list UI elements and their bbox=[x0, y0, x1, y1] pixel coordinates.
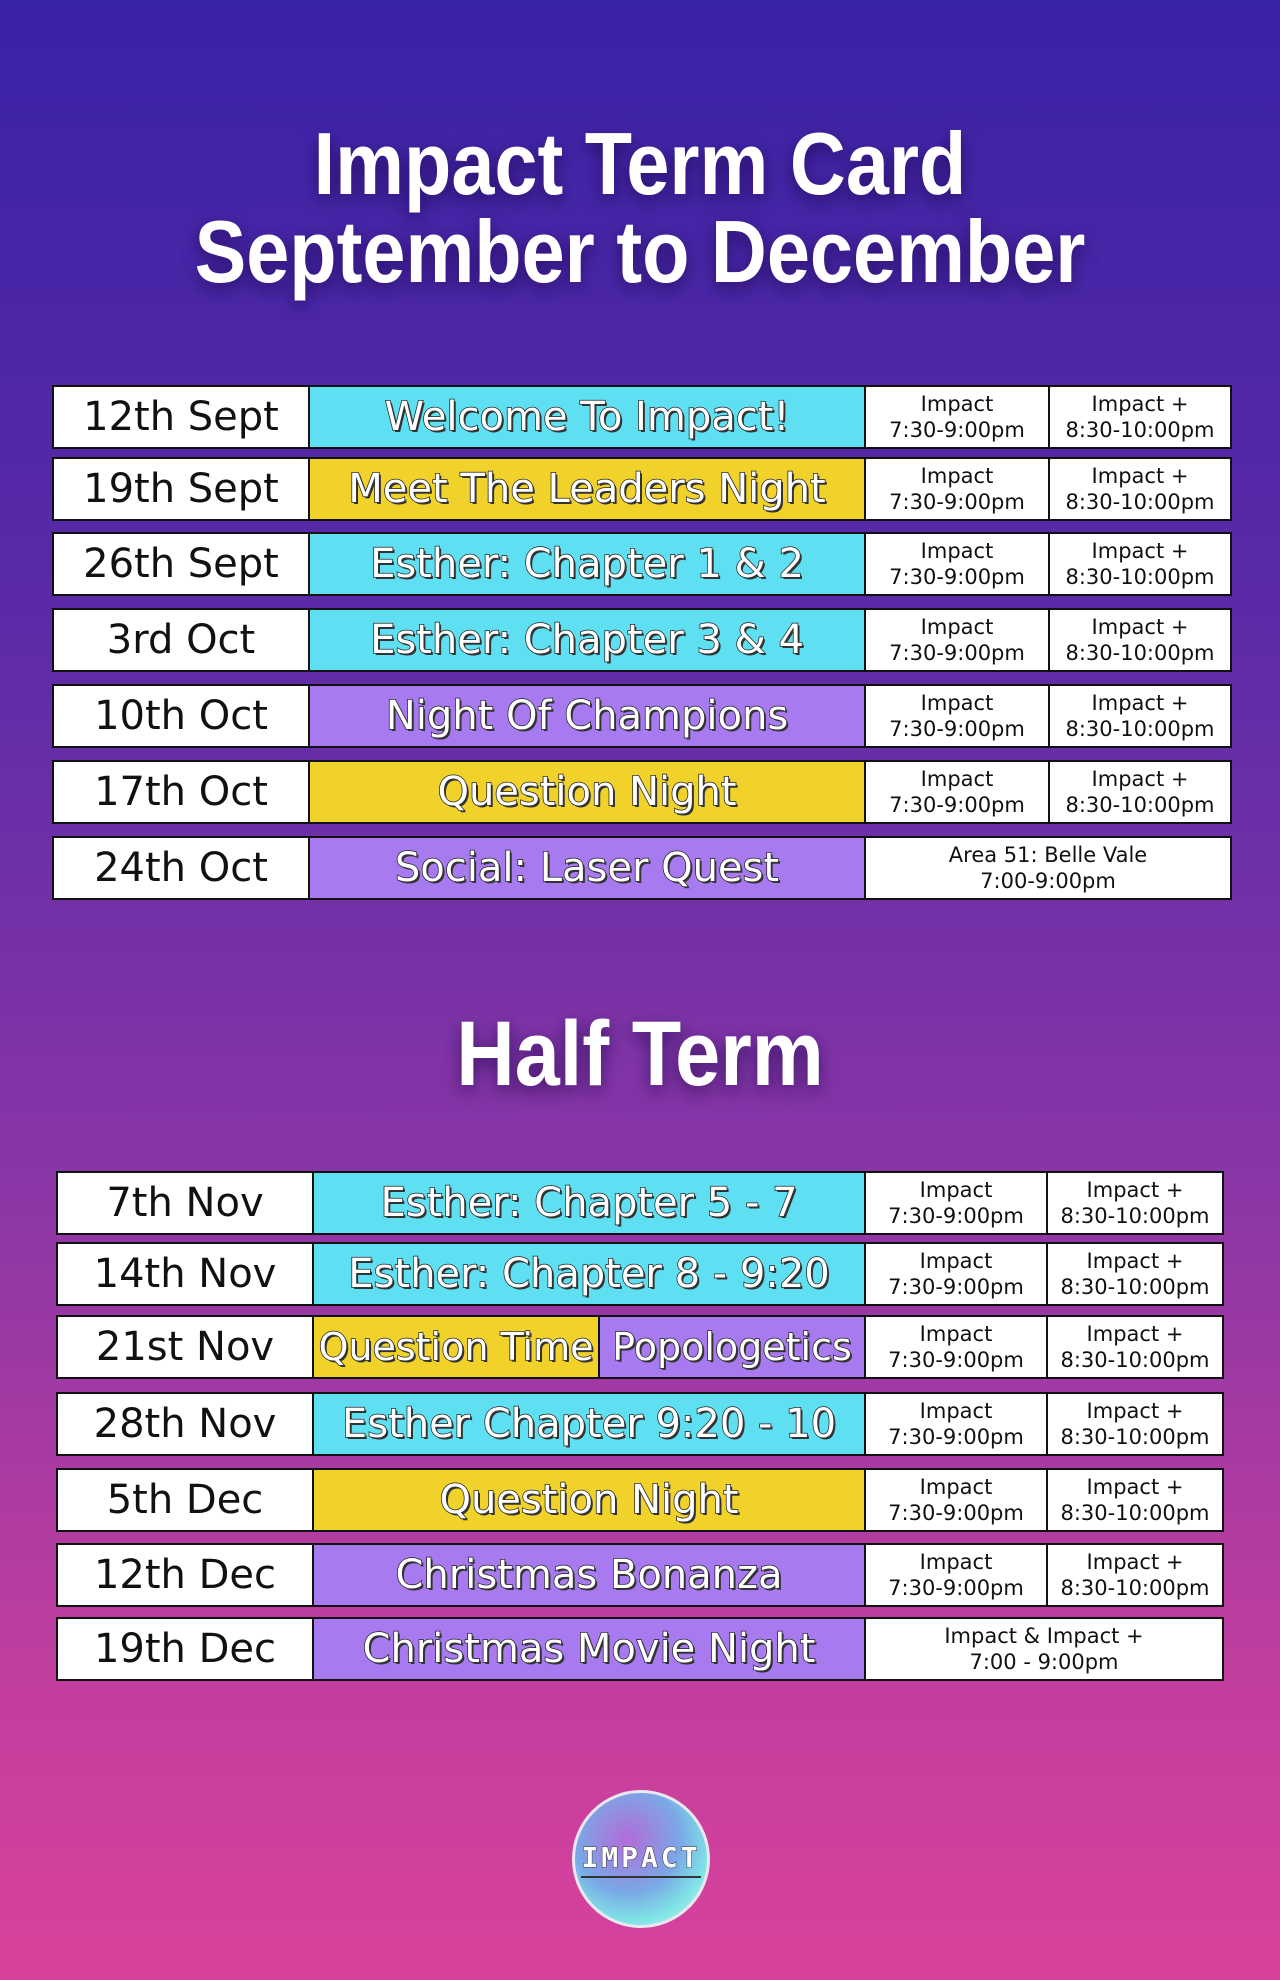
session-time: 8:30-10:00pm bbox=[1065, 793, 1215, 817]
session-name: Impact + bbox=[1086, 1322, 1184, 1346]
date-cell: 26th Sept bbox=[54, 534, 310, 594]
table-row bbox=[56, 1617, 1224, 1681]
session-time: 8:30-10:00pm bbox=[1060, 1501, 1210, 1525]
date-cell: 10th Oct bbox=[54, 686, 310, 746]
table-row bbox=[52, 836, 1232, 900]
event-name: Question Night bbox=[314, 1470, 866, 1530]
time-cell bbox=[866, 387, 1050, 447]
time-cell bbox=[866, 459, 1050, 519]
session-time: 7:00 - 9:00pm bbox=[969, 1650, 1119, 1674]
event-name: Night Of Champions bbox=[310, 686, 866, 746]
event-name: Christmas Movie Night bbox=[314, 1619, 866, 1679]
date-cell: 7th Nov bbox=[58, 1173, 314, 1233]
time-cell bbox=[1050, 459, 1230, 519]
session-name: Impact bbox=[920, 691, 994, 715]
session-name: Impact bbox=[920, 767, 994, 791]
time-cell bbox=[866, 1173, 1048, 1233]
event-name: Popologetics bbox=[600, 1317, 864, 1377]
time-cell bbox=[1050, 534, 1230, 594]
session-time: 8:30-10:00pm bbox=[1060, 1275, 1210, 1299]
date-cell: 12th Dec bbox=[58, 1545, 314, 1605]
time-cell bbox=[1048, 1470, 1222, 1530]
table-row bbox=[56, 1543, 1224, 1607]
session-time: 8:30-10:00pm bbox=[1060, 1204, 1210, 1228]
session-name: Impact bbox=[919, 1475, 993, 1499]
time-cell bbox=[866, 610, 1050, 670]
session-name: Impact bbox=[919, 1249, 993, 1273]
time-cell bbox=[1048, 1173, 1222, 1233]
time-cell bbox=[1050, 762, 1230, 822]
time-cell bbox=[866, 1244, 1048, 1304]
date-cell: 21st Nov bbox=[58, 1317, 314, 1377]
session-time: 7:30-9:00pm bbox=[889, 490, 1025, 514]
page-subtitle: September to December bbox=[194, 202, 1086, 301]
time-cell bbox=[866, 1545, 1048, 1605]
event-name: Social: Laser Quest bbox=[310, 838, 866, 898]
event-name: Welcome To Impact! bbox=[310, 387, 866, 447]
event-name: Esther: Chapter 1 & 2 bbox=[310, 534, 866, 594]
session-name: Impact + bbox=[1086, 1550, 1184, 1574]
session-name: Impact bbox=[919, 1399, 993, 1423]
date-cell: 28th Nov bbox=[58, 1394, 314, 1454]
session-time: 8:30-10:00pm bbox=[1060, 1425, 1210, 1449]
session-name: Impact + bbox=[1091, 615, 1189, 639]
session-time: 8:30-10:00pm bbox=[1065, 490, 1215, 514]
session-time: 8:30-10:00pm bbox=[1060, 1348, 1210, 1372]
table-row bbox=[56, 1242, 1224, 1306]
event-name: Question Night bbox=[310, 762, 866, 822]
session-name: Impact + bbox=[1086, 1399, 1184, 1423]
table-row bbox=[56, 1171, 1224, 1235]
event-name: Esther: Chapter 3 & 4 bbox=[310, 610, 866, 670]
session-name: Impact bbox=[919, 1550, 993, 1574]
session-name: Impact + bbox=[1086, 1249, 1184, 1273]
session-time: 8:30-10:00pm bbox=[1065, 717, 1215, 741]
session-time: 7:30-9:00pm bbox=[889, 641, 1025, 665]
time-cell bbox=[1050, 610, 1230, 670]
date-cell: 19th Sept bbox=[54, 459, 310, 519]
time-cell bbox=[1048, 1317, 1222, 1377]
time-cell bbox=[866, 762, 1050, 822]
table-row bbox=[52, 532, 1232, 596]
table-row bbox=[56, 1392, 1224, 1456]
time-cell bbox=[866, 534, 1050, 594]
time-cell bbox=[866, 1394, 1048, 1454]
table-row bbox=[52, 760, 1232, 824]
session-name: Impact + bbox=[1086, 1475, 1184, 1499]
session-time: 7:30-9:00pm bbox=[889, 418, 1025, 442]
session-time: 7:30-9:00pm bbox=[888, 1275, 1024, 1299]
session-time: 7:30-9:00pm bbox=[889, 793, 1025, 817]
event-name: Question Time bbox=[314, 1317, 600, 1377]
half-term-heading: Half Term bbox=[456, 1003, 824, 1105]
time-cell bbox=[1050, 686, 1230, 746]
session-time: 7:30-9:00pm bbox=[888, 1204, 1024, 1228]
session-time: 8:30-10:00pm bbox=[1065, 641, 1215, 665]
table-row bbox=[56, 1315, 1224, 1379]
session-name: Impact bbox=[919, 1178, 993, 1202]
time-cell bbox=[866, 1317, 1048, 1377]
session-name: Impact + bbox=[1091, 464, 1189, 488]
date-cell: 12th Sept bbox=[54, 387, 310, 447]
session-name: Impact + bbox=[1091, 392, 1189, 416]
session-name: Impact & Impact + bbox=[944, 1624, 1144, 1648]
session-time: 7:30-9:00pm bbox=[888, 1425, 1024, 1449]
session-time: 7:30-9:00pm bbox=[888, 1501, 1024, 1525]
date-cell: 5th Dec bbox=[58, 1470, 314, 1530]
session-name: Impact + bbox=[1086, 1178, 1184, 1202]
event-name: Christmas Bonanza bbox=[314, 1545, 866, 1605]
impact-logo bbox=[572, 1790, 710, 1928]
time-cell bbox=[1048, 1244, 1222, 1304]
table-row bbox=[52, 457, 1232, 521]
date-cell: 3rd Oct bbox=[54, 610, 310, 670]
table-row bbox=[52, 684, 1232, 748]
time-cell bbox=[1048, 1394, 1222, 1454]
event-name: Esther Chapter 9:20 - 10 bbox=[314, 1394, 866, 1454]
session-name: Impact bbox=[920, 464, 994, 488]
session-name: Impact bbox=[920, 392, 994, 416]
session-time: 7:30-9:00pm bbox=[889, 565, 1025, 589]
time-cell bbox=[1048, 1545, 1222, 1605]
session-time: 8:30-10:00pm bbox=[1065, 418, 1215, 442]
table-row bbox=[52, 385, 1232, 449]
date-cell: 17th Oct bbox=[54, 762, 310, 822]
page-title: Impact Term Card bbox=[313, 114, 967, 213]
session-time: 8:30-10:00pm bbox=[1060, 1576, 1210, 1600]
date-cell: 19th Dec bbox=[58, 1619, 314, 1679]
event-cell-split bbox=[314, 1317, 866, 1377]
time-cell bbox=[1050, 387, 1230, 447]
session-name: Impact bbox=[920, 615, 994, 639]
table-row bbox=[52, 608, 1232, 672]
time-cell bbox=[866, 1470, 1048, 1530]
event-name: Meet The Leaders Night bbox=[310, 459, 866, 519]
logo-text: IMPACT bbox=[581, 1841, 700, 1878]
session-time: 7:30-9:00pm bbox=[889, 717, 1025, 741]
session-time: 8:30-10:00pm bbox=[1065, 565, 1215, 589]
session-name: Area 51: Belle Vale bbox=[948, 843, 1148, 867]
time-cell bbox=[866, 838, 1230, 898]
session-name: Impact + bbox=[1091, 767, 1189, 791]
session-name: Impact bbox=[919, 1322, 993, 1346]
time-cell bbox=[866, 1619, 1222, 1679]
table-row bbox=[56, 1468, 1224, 1532]
event-name: Esther: Chapter 5 - 7 bbox=[314, 1173, 866, 1233]
date-cell: 24th Oct bbox=[54, 838, 310, 898]
session-time: 7:30-9:00pm bbox=[888, 1348, 1024, 1372]
session-name: Impact + bbox=[1091, 691, 1189, 715]
time-cell bbox=[866, 686, 1050, 746]
event-name: Esther: Chapter 8 - 9:20 bbox=[314, 1244, 866, 1304]
session-name: Impact bbox=[920, 539, 994, 563]
session-time: 7:00-9:00pm bbox=[980, 869, 1116, 893]
date-cell: 14th Nov bbox=[58, 1244, 314, 1304]
session-time: 7:30-9:00pm bbox=[888, 1576, 1024, 1600]
session-name: Impact + bbox=[1091, 539, 1189, 563]
